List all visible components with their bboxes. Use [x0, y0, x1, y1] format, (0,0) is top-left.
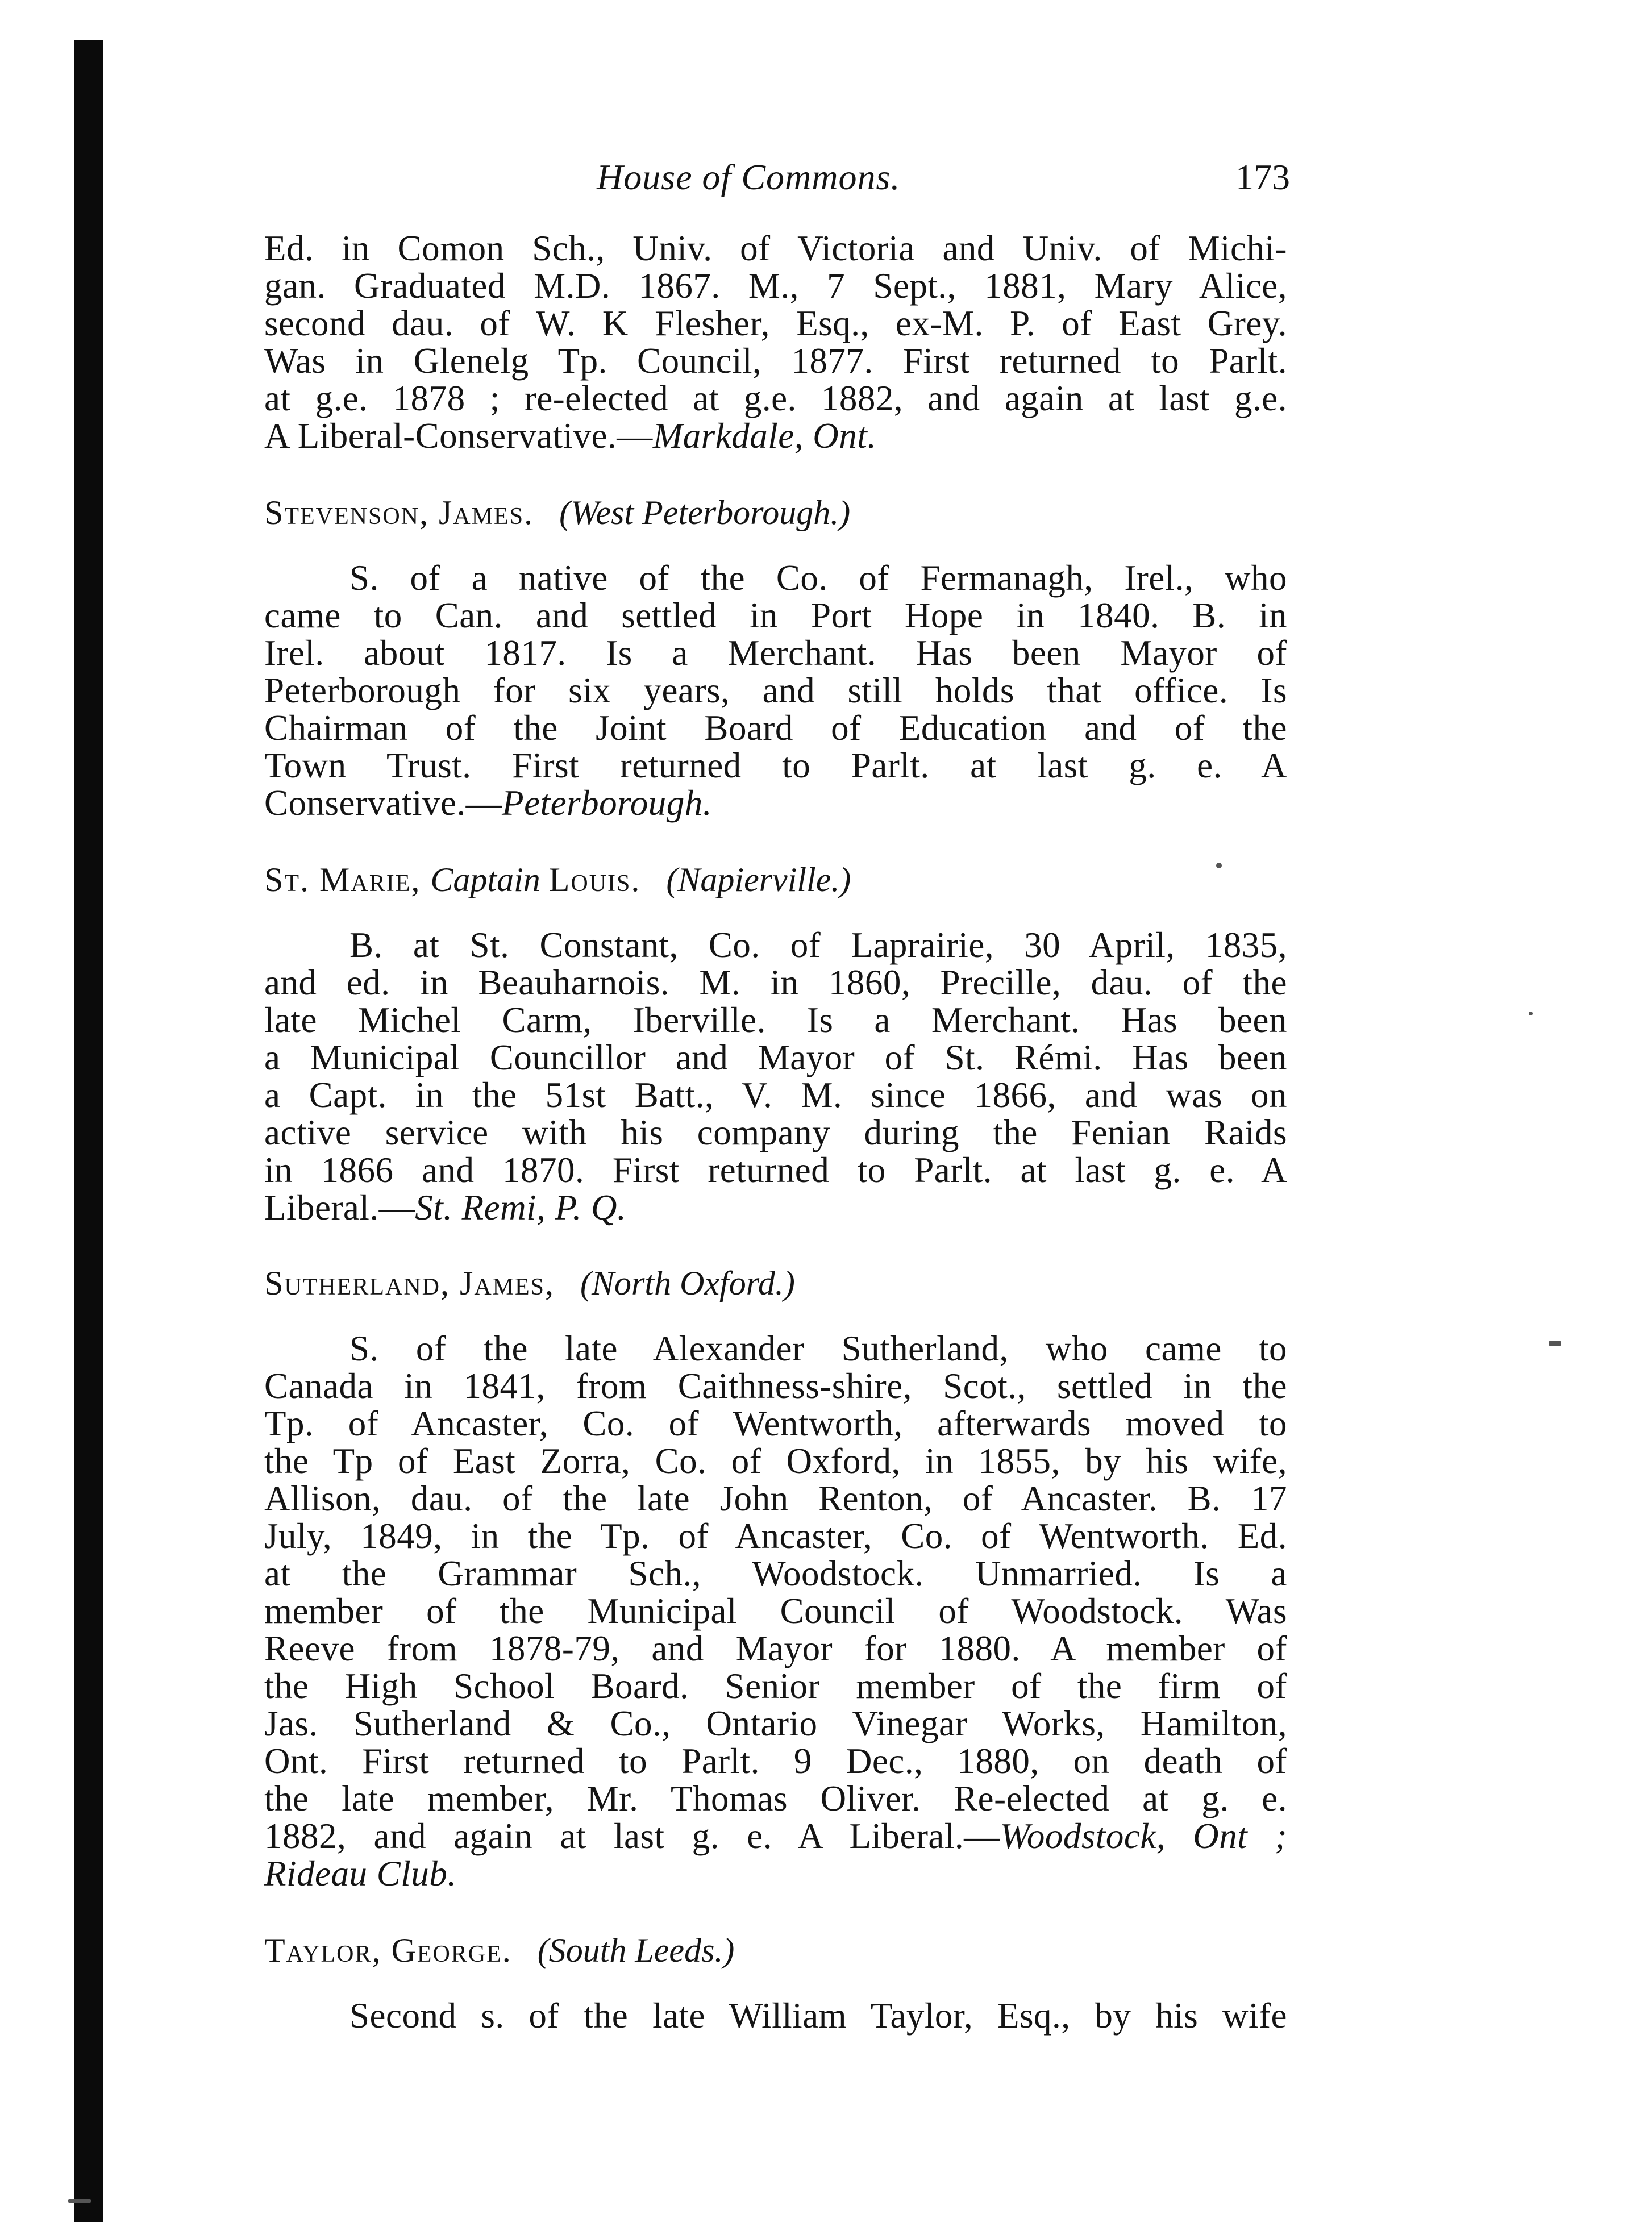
- text-line: B. at St. Constant, Co. of Laprairie, 30 April, 1835,: [349, 925, 1287, 965]
- text-line: came to Can. and settled in Port Hope in 1840. B. in: [264, 596, 1287, 635]
- member-heading: [264, 1260, 795, 1306]
- text-line: S. of the late Alexander Sutherland, who came to: [349, 1329, 1287, 1368]
- text-line: Jas. Sutherland & Co., Ontario Vinegar Works, Hamilton,: [264, 1704, 1287, 1743]
- residence: Woodstock, Ont ;: [1000, 1816, 1288, 1856]
- text-line: the late member, Mr. Thomas Oliver. Re-elected at g. e.: [264, 1779, 1287, 1818]
- text-line: Canada in 1841, from Caithness-shire, Scot., settled in the: [264, 1366, 1287, 1406]
- member-heading: [264, 490, 850, 535]
- member-name: Stevenson, James.: [264, 494, 534, 531]
- text-line: a Municipal Councillor and Mayor of St. Rémi. Has been: [264, 1038, 1287, 1077]
- residence: Markdale, Ont.: [652, 416, 877, 456]
- text-line: Conservative.—Peterborough.: [264, 783, 713, 823]
- text-line: member of the Municipal Council of Woodstock. Was: [264, 1591, 1287, 1631]
- constituency: (South Leeds.): [537, 1932, 735, 1969]
- text-line: gan. Graduated M.D. 1867. M., 7 Sept., 1881, Mary Alice,: [264, 266, 1287, 306]
- text-line: late Michel Carm, Iberville. Is a Merchant. Has been: [264, 1000, 1287, 1040]
- text-line: A Liberal-Conservative.—Markdale, Ont.: [264, 416, 877, 456]
- text-line: Ed. in Comon Sch., Univ. of Victoria and Univ. of Michi-: [264, 228, 1287, 268]
- text-line: Chairman of the Joint Board of Education and of the: [264, 708, 1287, 748]
- scan-speck: [1216, 863, 1222, 868]
- member-title: Captain: [430, 861, 549, 898]
- member-heading: [264, 1928, 734, 1973]
- member-name-suffix: Louis.: [548, 861, 641, 898]
- text-line: the Tp of East Zorra, Co. of Oxford, in 1855, by his wife,: [264, 1441, 1287, 1481]
- text-line: second dau. of W. K Flesher, Esq., ex-M. P. of East Grey.: [264, 303, 1287, 343]
- residence: St. Remi, P. Q.: [415, 1188, 627, 1227]
- text-line: Was in Glenelg Tp. Council, 1877. First returned to Parlt.: [264, 341, 1287, 381]
- residence: Peterborough.: [502, 783, 713, 823]
- text-line: the High School Board. Senior member of the firm of: [264, 1666, 1287, 1706]
- text-line: July, 1849, in the Tp. of Ancaster, Co. of Wentworth. Ed.: [264, 1516, 1287, 1556]
- member-name: Taylor, George.: [264, 1932, 512, 1969]
- text-line: 1882, and again at last g. e. A Liberal.—Woodstock, Ont ;: [264, 1816, 1288, 1856]
- text-line: at the Grammar Sch., Woodstock. Unmarried. Is a: [264, 1554, 1287, 1593]
- text-line: Liberal.—St. Remi, P. Q.: [264, 1188, 627, 1227]
- scan-speck: [1549, 1341, 1561, 1346]
- scan-speck: [68, 2199, 91, 2203]
- text-line: active service with his company during the Fenian Raids: [264, 1113, 1287, 1152]
- member-name: St. Marie,: [264, 861, 431, 898]
- text-line: in 1866 and 1870. First returned to Parlt. at last g. e. A: [264, 1150, 1287, 1190]
- text-line: Allison, dau. of the late John Renton, of Ancaster. B. 17: [264, 1479, 1287, 1518]
- text-line: and ed. in Beauharnois. M. in 1860, Precille, dau. of the: [264, 963, 1287, 1002]
- scan-speck: [1529, 1012, 1533, 1015]
- text-line: Tp. of Ancaster, Co. of Wentworth, afterwards moved to: [264, 1404, 1287, 1443]
- page-header: [597, 149, 1290, 206]
- text-line: Second s. of the late William Taylor, Esq., by his wife: [349, 1996, 1287, 2036]
- text-line: Ont. First returned to Parlt. 9 Dec., 1880, on death of: [264, 1741, 1287, 1781]
- binding-edge-shadow: [74, 40, 103, 2222]
- text-line-club: Rideau Club.: [264, 1854, 457, 1893]
- page-number: 173: [1235, 157, 1290, 197]
- text-line: Town Trust. First returned to Parlt. at last g. e. A: [264, 746, 1287, 785]
- text-line: Reeve from 1878-79, and Mayor for 1880. A member of: [264, 1629, 1287, 1668]
- member-name: Sutherland, James,: [264, 1264, 555, 1302]
- text-line: Peterborough for six years, and still holds that office. Is: [264, 671, 1287, 710]
- constituency: (Napierville.): [666, 861, 851, 898]
- text-line: S. of a native of the Co. of Fermanagh, Irel., who: [349, 558, 1287, 598]
- constituency: (West Peterborough.): [559, 494, 851, 531]
- text-line: a Capt. in the 51st Batt., V. M. since 1866, and was on: [264, 1075, 1287, 1115]
- running-title: House of Commons.: [597, 157, 901, 197]
- text-line: at g.e. 1878 ; re-elected at g.e. 1882, and again at last g.e.: [264, 378, 1287, 418]
- constituency: (North Oxford.): [580, 1264, 795, 1302]
- text-line: Irel. about 1817. Is a Merchant. Has been Mayor of: [264, 633, 1287, 673]
- member-heading: [264, 857, 851, 902]
